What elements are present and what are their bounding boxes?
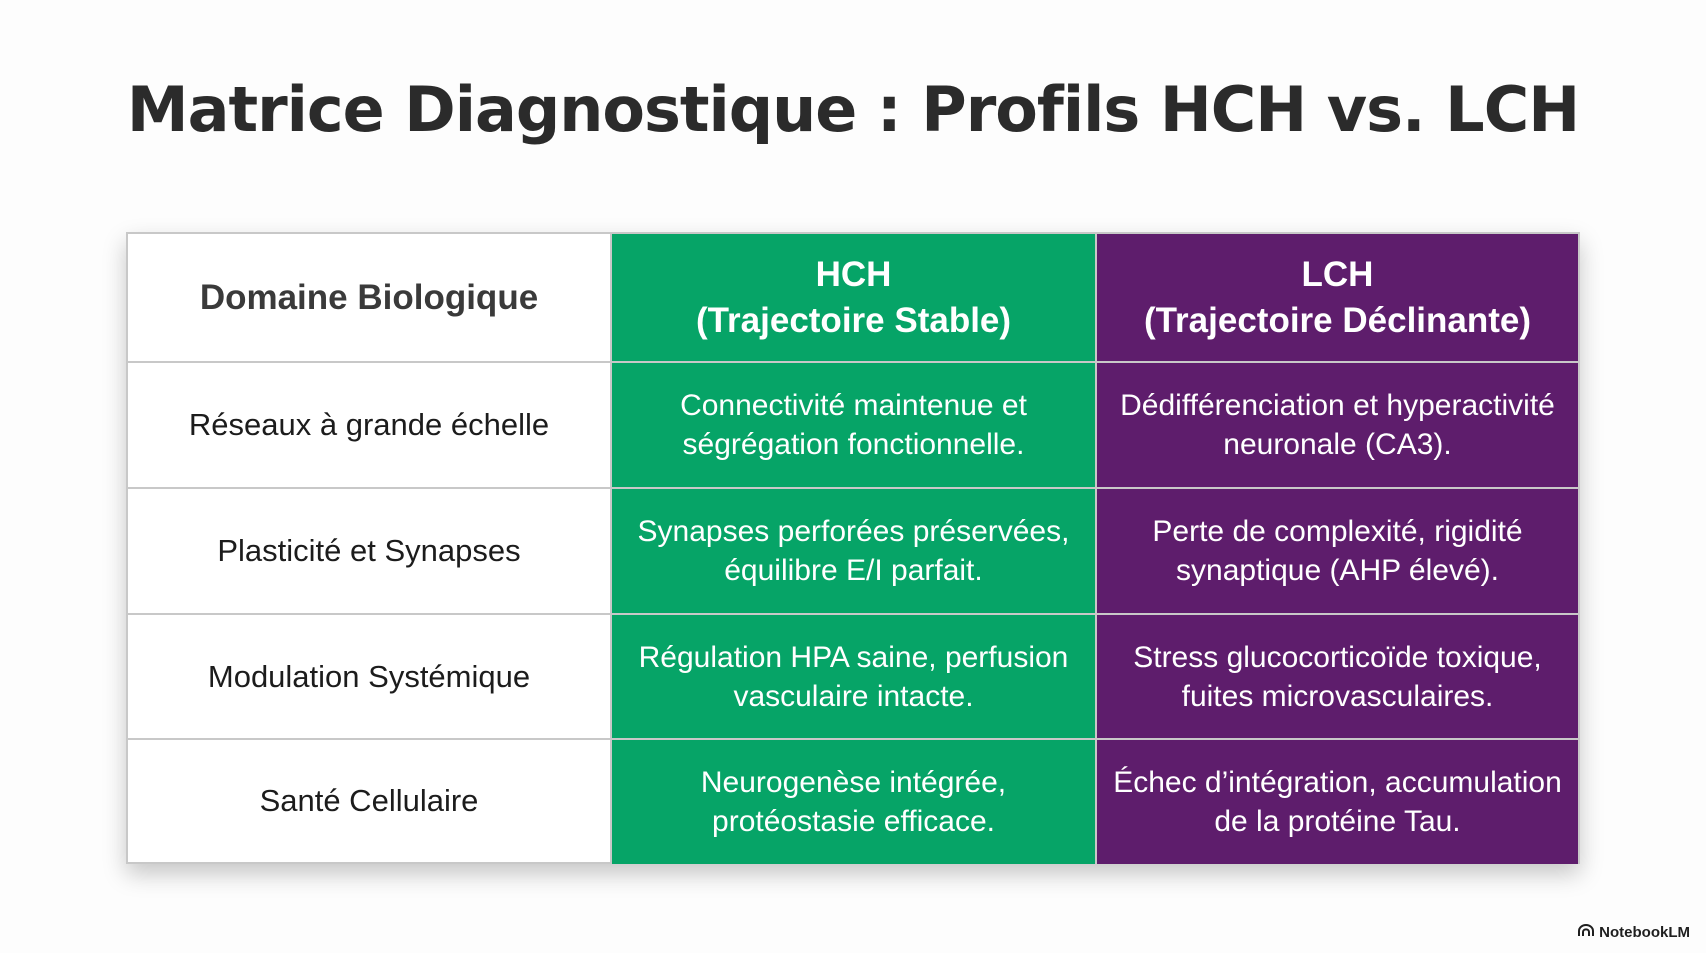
brand-watermark [1578, 923, 1690, 941]
row-lch-cell: Dédifférenciation et hyperactivité neuronale (CA3). [1095, 361, 1580, 487]
notebooklm-logo-icon [1578, 923, 1594, 941]
row-hch-cell: Connectivité maintenue et ségrégation fonctionnelle. [610, 361, 1095, 487]
row-domain-cell: Santé Cellulaire [126, 738, 610, 864]
header-lch-subtitle: (Trajectoire Déclinante) [1143, 300, 1532, 340]
diagnostic-matrix-table [126, 232, 1580, 864]
row-hch-cell: Régulation HPA saine, perfusion vasculaire intacte. [610, 613, 1095, 738]
row-lch-cell: Stress glucocorticoïde toxique, fuites microvasculaires. [1095, 613, 1580, 738]
row-lch-cell: Échec d’intégration, accumulation de la protéine Tau. [1095, 738, 1580, 864]
row-hch-cell: Synapses perforées préservées, équilibre E/I parfait. [610, 487, 1095, 613]
row-lch-cell: Perte de complexité, rigidité synaptique (AHP élevé). [1095, 487, 1580, 613]
brand-label: NotebookLM [1599, 923, 1690, 941]
header-lch [1095, 232, 1580, 361]
page-title: Matrice Diagnostique : Profils HCH vs. LCH [126, 73, 1580, 146]
row-hch-cell: Neurogenèse intégrée, protéostasie efficace. [610, 738, 1095, 864]
row-domain-cell: Plasticité et Synapses [126, 487, 610, 613]
header-hch-title: HCH [815, 254, 892, 294]
header-hch [610, 232, 1095, 361]
row-domain-cell: Réseaux à grande échelle [126, 361, 610, 487]
header-lch-title: LCH [1301, 254, 1374, 294]
header-domain: Domaine Biologique [126, 232, 610, 361]
header-hch-subtitle: (Trajectoire Stable) [695, 300, 1012, 340]
row-domain-cell: Modulation Systémique [126, 613, 610, 738]
